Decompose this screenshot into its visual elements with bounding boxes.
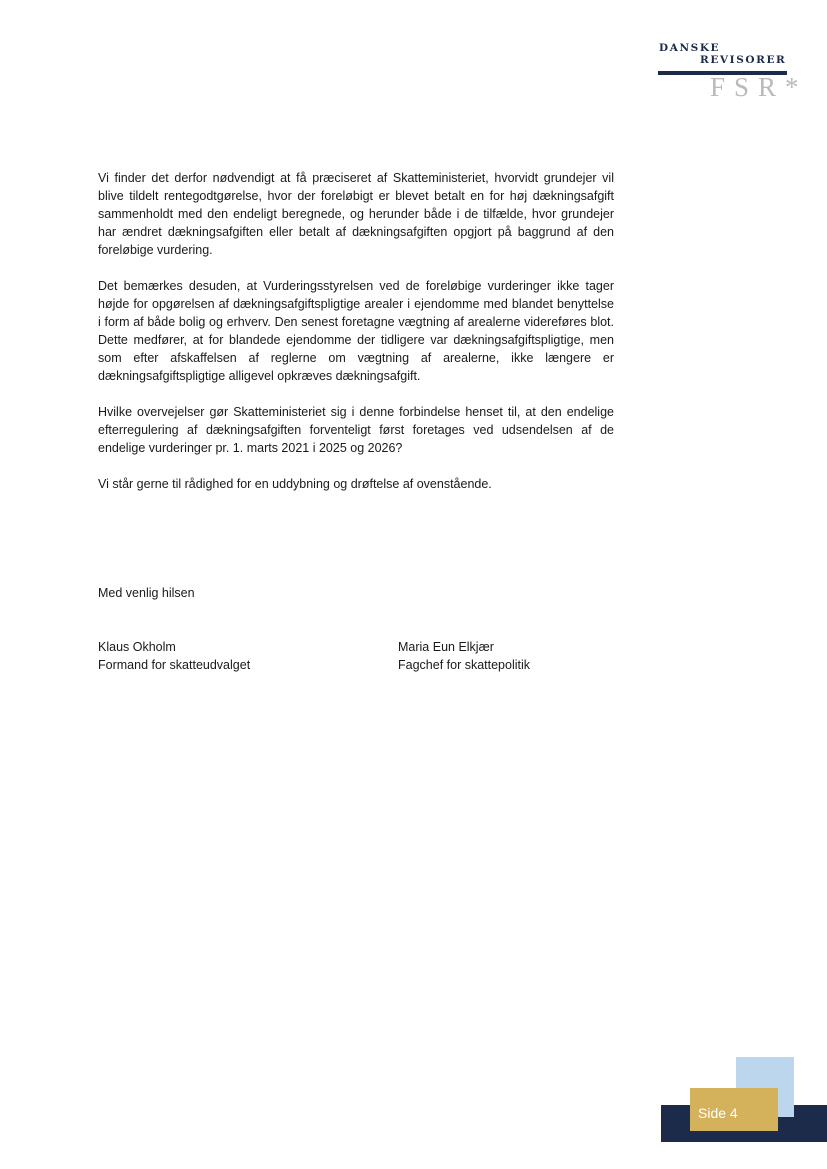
paragraph-1: Vi finder det derfor nødvendigt at få præciseret af Skatteministeriet, hvorvidt grundejer vil blive tildelt rentegodtgørelse, hvor der foreløbigt er blevet betalt en for høj dækningsafgift sammenholdt med den endeligt beregnede, og herunder både i de tilfælde, hvor grundejer har ændret dækningsafgiften eller betalt af dækningsafgiften opgjort på baggrund af den foreløbige vurdering.: [98, 171, 614, 257]
paragraph-3: Hvilke overvejelser gør Skatteministeriet sig i denne forbindelse henset til, at den endelige efterregulering af dækningsafgiften forventeligt først foretages ved udsendelsen af de endelige vurderinger pr. 1. marts 2021 i 2025 og 2026?: [98, 405, 614, 455]
letter-body: [98, 169, 614, 511]
paragraph-2: Det bemærkes desuden, at Vurderingsstyrelsen ved de foreløbige vurderinger ikke tager højde for opgørelsen af dækningsafgiftspligtige arealer i ejendomme med blandet benyttelse i form af både bolig og erhverv. Den senest foretagne vægtning af arealerne videreføres blot. Dette medfører, at for blandede ejendomme der tidligere var dækningsafgiftspligtige, men som efter afskaffelsen af reglerne om vægtning af arealerne, ikke længere er dækningsafgiftspligtige alligevel opkræves dækningsafgift.: [98, 279, 614, 383]
signatory-title: Fagchef for skattepolitik: [398, 658, 531, 672]
signatory-title: Formand for skatteudvalget: [98, 658, 251, 672]
signatory-name: Klaus Okholm: [98, 640, 176, 654]
paragraph-4: Vi står gerne til rådighed for en uddybning og drøftelse af ovenstående.: [98, 477, 492, 491]
logo-mark-fsr: FSR*: [710, 72, 808, 102]
logo-text-revisorer: REVISORER: [700, 54, 787, 66]
signature-block-2: [398, 638, 530, 674]
closing-greeting: Med venlig hilsen: [98, 586, 195, 600]
fsr-logo: [658, 42, 808, 104]
footer-page-badge: [690, 1088, 778, 1131]
logo-text-danske: DANSKE: [659, 42, 721, 54]
page-number: Side 4: [698, 1105, 738, 1121]
signatory-name: Maria Eun Elkjær: [398, 640, 494, 654]
signature-block-1: [98, 638, 250, 674]
